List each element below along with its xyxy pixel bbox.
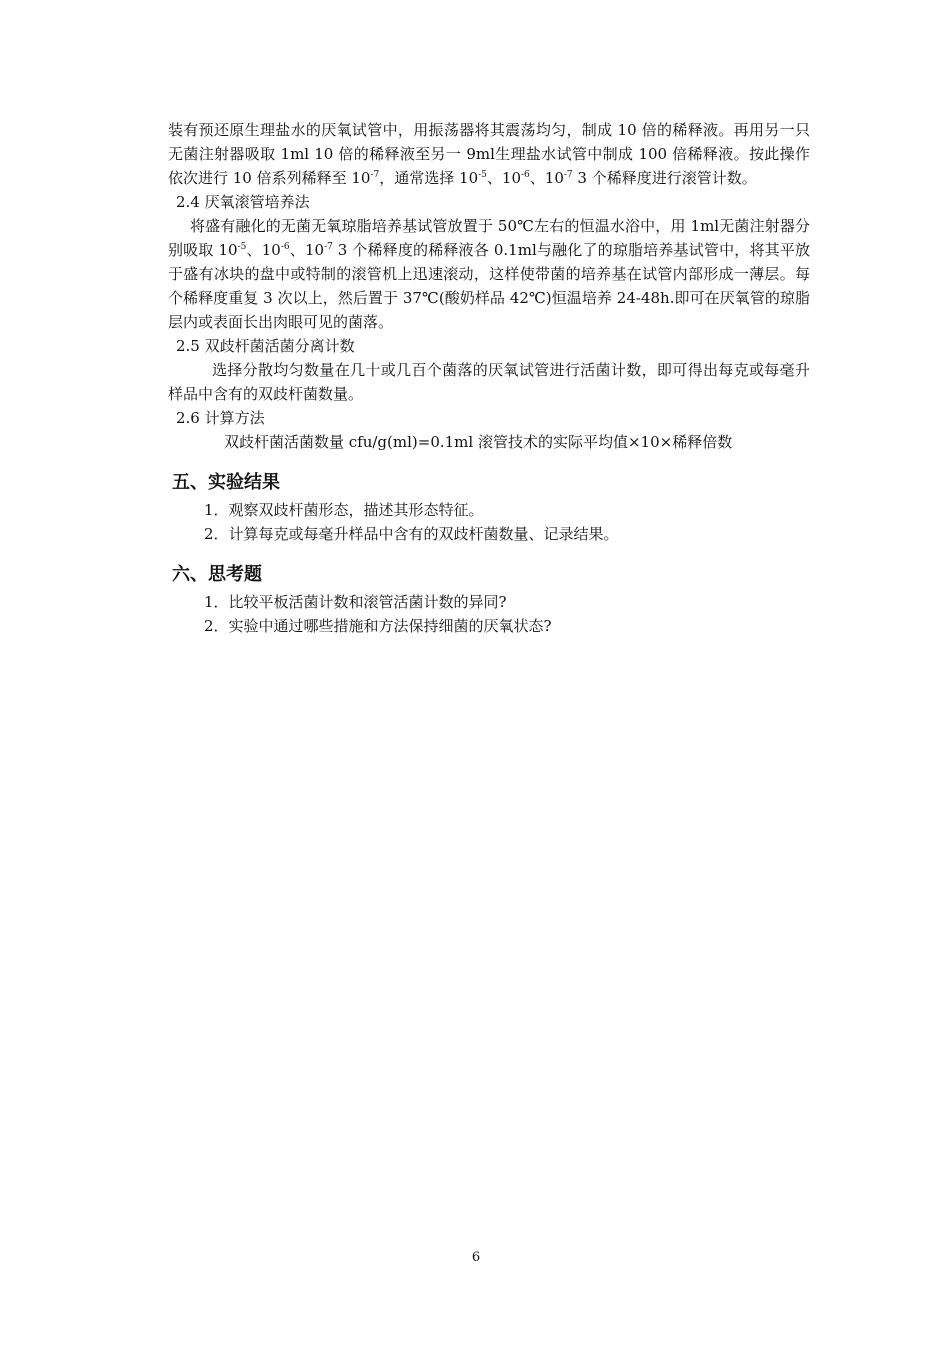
intro-paragraph bbox=[168, 118, 810, 190]
page-number: 6 bbox=[471, 1250, 481, 1265]
paragraph-2-4 bbox=[168, 214, 810, 334]
p24-text-d: 3 个稀释度的稀释液各 0.1ml与融化了的琼脂培养基试管中，将其平放于盛有冰块的盘中或特制的滚管机上迅速滚动，这样使带菌的培养基在试管内部形成一薄层。每个稀释度重复 3 次以上，然后置于 37℃(酸奶样品 42℃)恒温培养 24-48h.即可在厌氧管的琼脂层内或表面长出肉眼可见的菌落。 bbox=[168, 241, 810, 331]
exponent: -6 bbox=[280, 242, 290, 252]
section-title-questions: 六、思考题 bbox=[172, 564, 262, 585]
list-item: 1．观察双歧杆菌形态，描述其形态特征。 bbox=[204, 501, 484, 519]
p24-text-b: 、10 bbox=[246, 241, 281, 259]
exponent: -6 bbox=[521, 170, 530, 180]
p24-text-c: 、10 bbox=[289, 241, 325, 259]
subheading-2-4: 2.4 厌氧滚管培养法 bbox=[176, 193, 310, 211]
exponent: -7 bbox=[563, 170, 573, 180]
intro-text-c: 、10 bbox=[486, 169, 521, 187]
p24-text-a: 将盛有融化的无菌无氧琼脂培养基试管放置于 50℃左右的恒温水浴中，用 1ml无菌注射器分别吸取 10 bbox=[168, 217, 810, 259]
list-item: 1．比较平板活菌计数和滚管活菌计数的异同? bbox=[204, 593, 507, 611]
calculation-formula: 双歧杆菌活菌数量 cfu/g(ml)=0.1ml 滚管技术的实际平均值×10×稀释倍数 bbox=[224, 433, 733, 451]
intro-text-d: 、10 bbox=[529, 169, 564, 187]
list-item: 2．计算每克或每毫升样品中含有的双歧杆菌数量、记录结果。 bbox=[204, 525, 619, 543]
exponent: -7 bbox=[324, 242, 333, 252]
subheading-2-5: 2.5 双歧杆菌活菌分离计数 bbox=[176, 337, 355, 355]
exponent: -7 bbox=[370, 170, 380, 180]
exponent: -5 bbox=[237, 242, 247, 252]
document-body bbox=[168, 118, 810, 638]
subheading-2-6: 2.6 计算方法 bbox=[176, 409, 265, 427]
exponent: -5 bbox=[478, 170, 487, 180]
paragraph-2-5: 选择分散均匀数量在几十或几百个菌落的厌氧试管进行活菌计数，即可得出每克或每毫升样品中含有的双歧杆菌数量。 bbox=[168, 361, 810, 403]
section-title-results: 五、实验结果 bbox=[172, 472, 280, 493]
intro-text-e: 3 个稀释度进行滚管计数。 bbox=[572, 169, 757, 187]
intro-text-a: 装有预还原生理盐水的厌氧试管中，用振荡器将其震荡均匀，制成 10 倍的稀释液。再用另一只无菌注射器吸取 1ml 10 倍的稀释液至另一 9ml生理盐水试管中制成 100 倍稀释液。按此操作依次进行 10 倍系列稀释至 10 bbox=[168, 121, 810, 187]
intro-text-b: ，通常选择 10 bbox=[379, 169, 479, 187]
list-item: 2．实验中通过哪些措施和方法保持细菌的厌氧状态? bbox=[204, 617, 552, 635]
